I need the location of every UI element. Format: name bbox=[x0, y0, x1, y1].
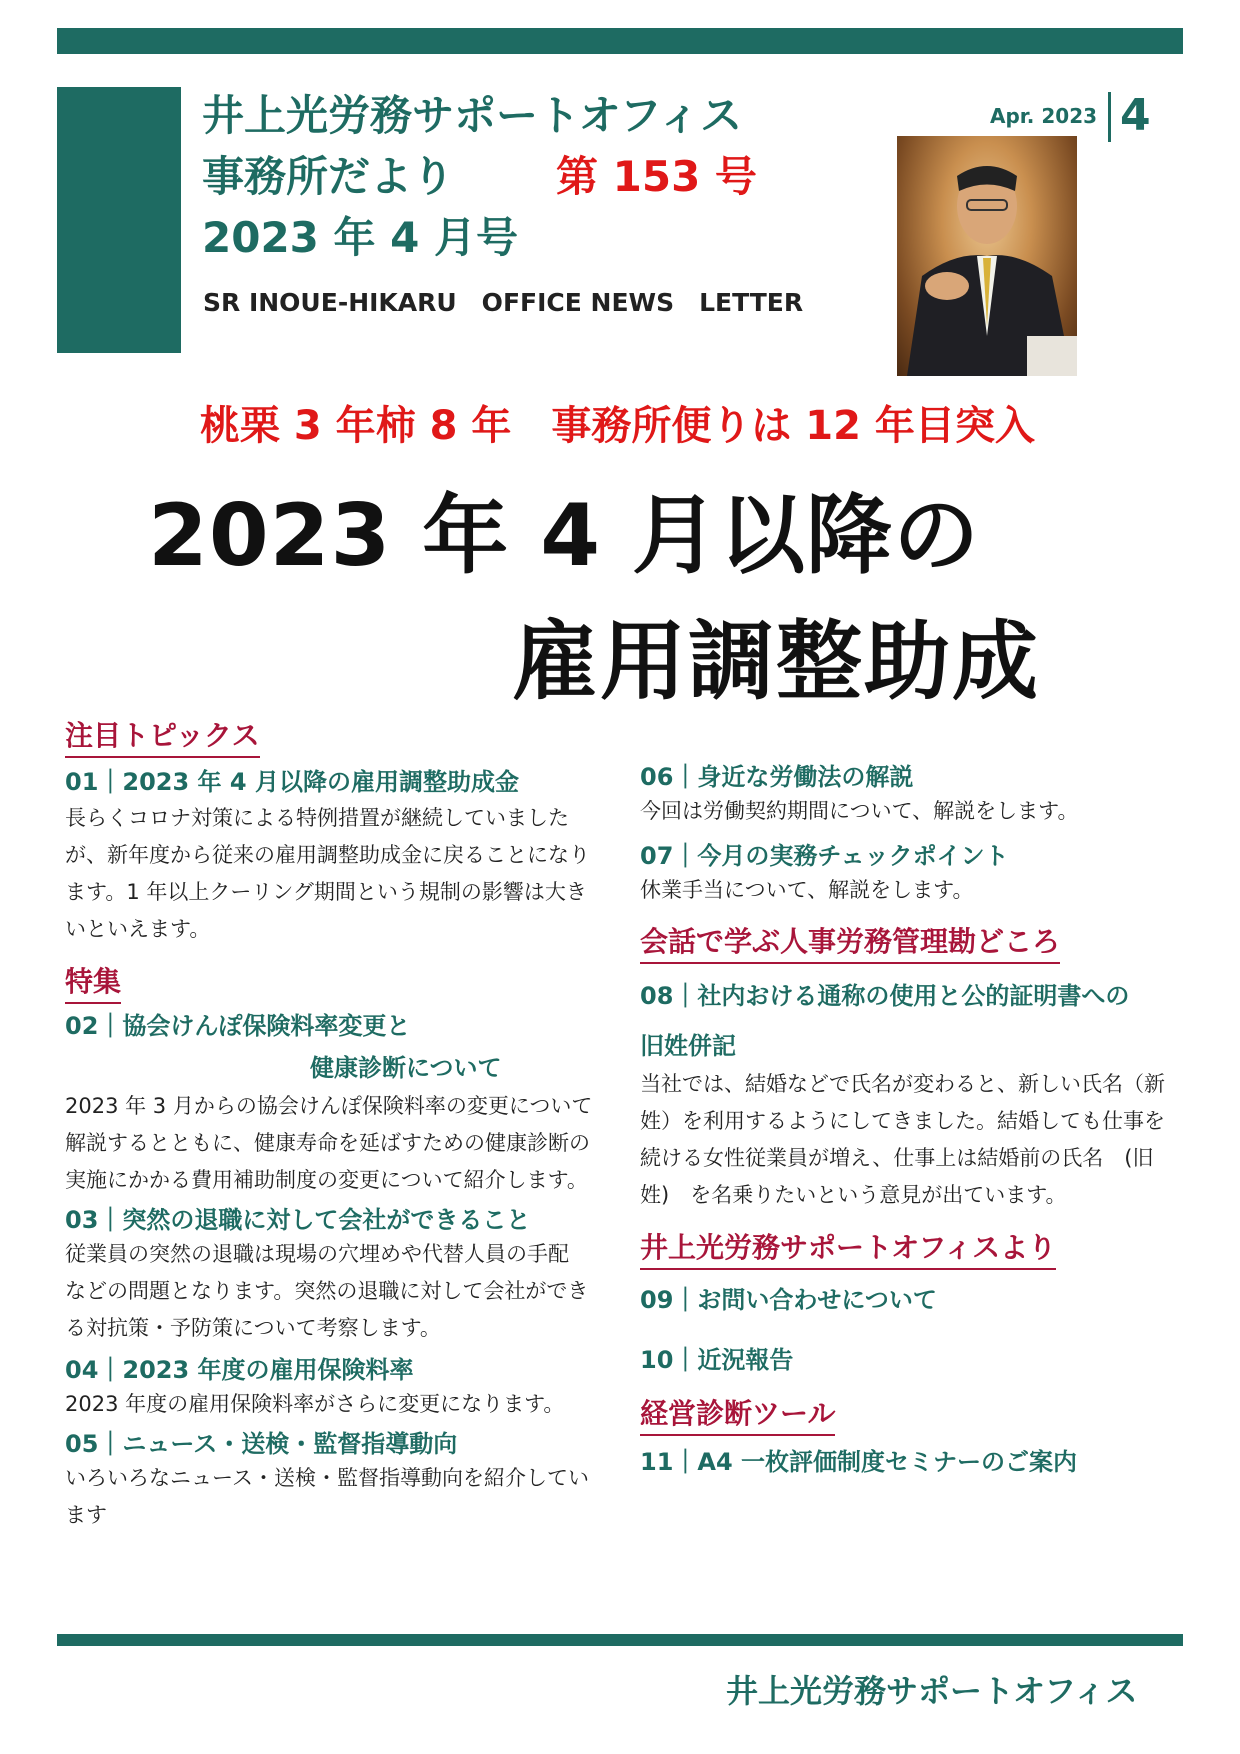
item-11-title[interactable]: 11｜A4 一枚評価制度セミナーのご案内 bbox=[640, 1448, 1078, 1476]
item-08-line: 姓）を利用するようにしてきました。結婚しても仕事を bbox=[640, 1109, 1165, 1133]
month-number: 4 bbox=[1120, 90, 1151, 141]
section-heading-management-tool: 経営診断ツール bbox=[640, 1392, 835, 1436]
section-heading-hr-conversation: 会話で学ぶ人事労務管理勘どころ bbox=[640, 920, 1060, 964]
item-04-line: 2023 年度の雇用保険料率がさらに変更になります。 bbox=[65, 1392, 565, 1416]
item-05-title[interactable]: 05｜ニュース・送検・監督指導動向 bbox=[65, 1430, 458, 1458]
author-photo bbox=[897, 136, 1077, 376]
item-06-text bbox=[640, 793, 1180, 830]
item-03-text bbox=[65, 1236, 605, 1347]
item-08-title-cont[interactable]: 旧姓併記 bbox=[640, 1032, 736, 1060]
section-heading-special-feature: 特集 bbox=[65, 960, 121, 1004]
item-01-line: いといえます。 bbox=[65, 917, 211, 941]
headline-main-line1: 2023 年 4 月以降の bbox=[148, 486, 981, 586]
item-03-title[interactable]: 03｜突然の退職に対して会社ができること bbox=[65, 1206, 531, 1234]
item-08-line: 姓) を名乗りたいという意見が出ています。 bbox=[640, 1183, 1067, 1207]
date-label: Apr. 2023 bbox=[990, 104, 1098, 128]
headline-main-line2: 雇用調整助成 bbox=[512, 612, 1040, 712]
item-08-title[interactable]: 08｜社内おける通称の使用と公的証明書への bbox=[640, 982, 1130, 1010]
item-06-line: 今回は労働契約期間について、解説をします。 bbox=[640, 799, 1079, 823]
item-01-line: が、新年度から従来の雇用調整助成金に戻ることになり bbox=[65, 843, 590, 867]
newsletter-title: 事務所だより bbox=[202, 152, 455, 201]
item-02-title[interactable]: 02｜協会けんぽ保険料率変更と bbox=[65, 1012, 411, 1040]
header-accent-block bbox=[57, 87, 181, 353]
date-divider bbox=[1108, 92, 1111, 142]
item-08-line: 続ける女性従業員が増え、仕事上は結婚前の氏名 (旧 bbox=[640, 1146, 1154, 1170]
item-03-line: る対抗策・予防策について考察します。 bbox=[65, 1316, 441, 1340]
item-03-line: などの問題となります。突然の退職に対して会社ができ bbox=[65, 1279, 589, 1303]
item-07-title[interactable]: 07｜今月の実務チェックポイント bbox=[640, 842, 1009, 870]
item-07-line: 休業手当について、解説をします。 bbox=[640, 878, 974, 902]
author-portrait-illustration bbox=[897, 136, 1077, 376]
english-title: SR INOUE-HIKARU OFFICE NEWS LETTER bbox=[203, 288, 804, 317]
item-09-title[interactable]: 09｜お問い合わせについて bbox=[640, 1286, 937, 1314]
headline-tagline: 桃栗 3 年柿 8 年 事務所便りは 12 年目突入 bbox=[200, 403, 1035, 449]
item-08-line: 当社では、結婚などで氏名が変わると、新しい氏名（新 bbox=[640, 1072, 1165, 1096]
issue-month: 2023 年 4 月号 bbox=[202, 213, 518, 262]
item-07-text bbox=[640, 872, 1180, 909]
office-name-title: 井上光労務サポートオフィス bbox=[202, 91, 743, 140]
item-06-title[interactable]: 06｜身近な労働法の解説 bbox=[640, 763, 914, 791]
item-05-line: ます bbox=[65, 1503, 107, 1527]
item-01-title[interactable]: 01｜2023 年 4 月以降の雇用調整助成金 bbox=[65, 768, 519, 796]
footer-office-name: 井上光労務サポートオフィス bbox=[726, 1672, 1138, 1710]
item-08-text bbox=[640, 1066, 1185, 1214]
item-05-text bbox=[65, 1460, 605, 1534]
item-05-line: いろいろなニュース・送検・監督指導動向を紹介してい bbox=[65, 1466, 589, 1490]
section-heading-featured-topics: 注目トピックス bbox=[65, 714, 260, 758]
item-01-line: 長らくコロナ対策による特例措置が継続していました bbox=[65, 806, 569, 830]
item-02-line: 2023 年 3 月からの協会けんぽ保険料率の変更について bbox=[65, 1094, 593, 1118]
bottom-bar bbox=[57, 1634, 1183, 1646]
item-04-text bbox=[65, 1386, 605, 1423]
section-heading-from-office: 井上光労務サポートオフィスより bbox=[640, 1226, 1056, 1270]
item-02-text bbox=[65, 1088, 605, 1199]
item-02-line: 実施にかかる費用補助制度の変更について紹介します。 bbox=[65, 1168, 588, 1192]
item-01-text bbox=[65, 800, 605, 948]
item-02-title-cont[interactable]: 健康診断について bbox=[310, 1054, 502, 1082]
item-02-line: 解説するとともに、健康寿命を延ばすための健康診断の bbox=[65, 1131, 590, 1155]
item-04-title[interactable]: 04｜2023 年度の雇用保険料率 bbox=[65, 1356, 414, 1384]
item-10-title[interactable]: 10｜近況報告 bbox=[640, 1346, 794, 1374]
item-03-line: 従業員の突然の退職は現場の穴埋めや代替人員の手配 bbox=[65, 1242, 569, 1266]
item-01-line: ます。1 年以上クーリング期間という規制の影響は大き bbox=[65, 880, 587, 904]
top-bar bbox=[57, 28, 1183, 54]
issue-number: 第 153 号 bbox=[556, 152, 757, 201]
